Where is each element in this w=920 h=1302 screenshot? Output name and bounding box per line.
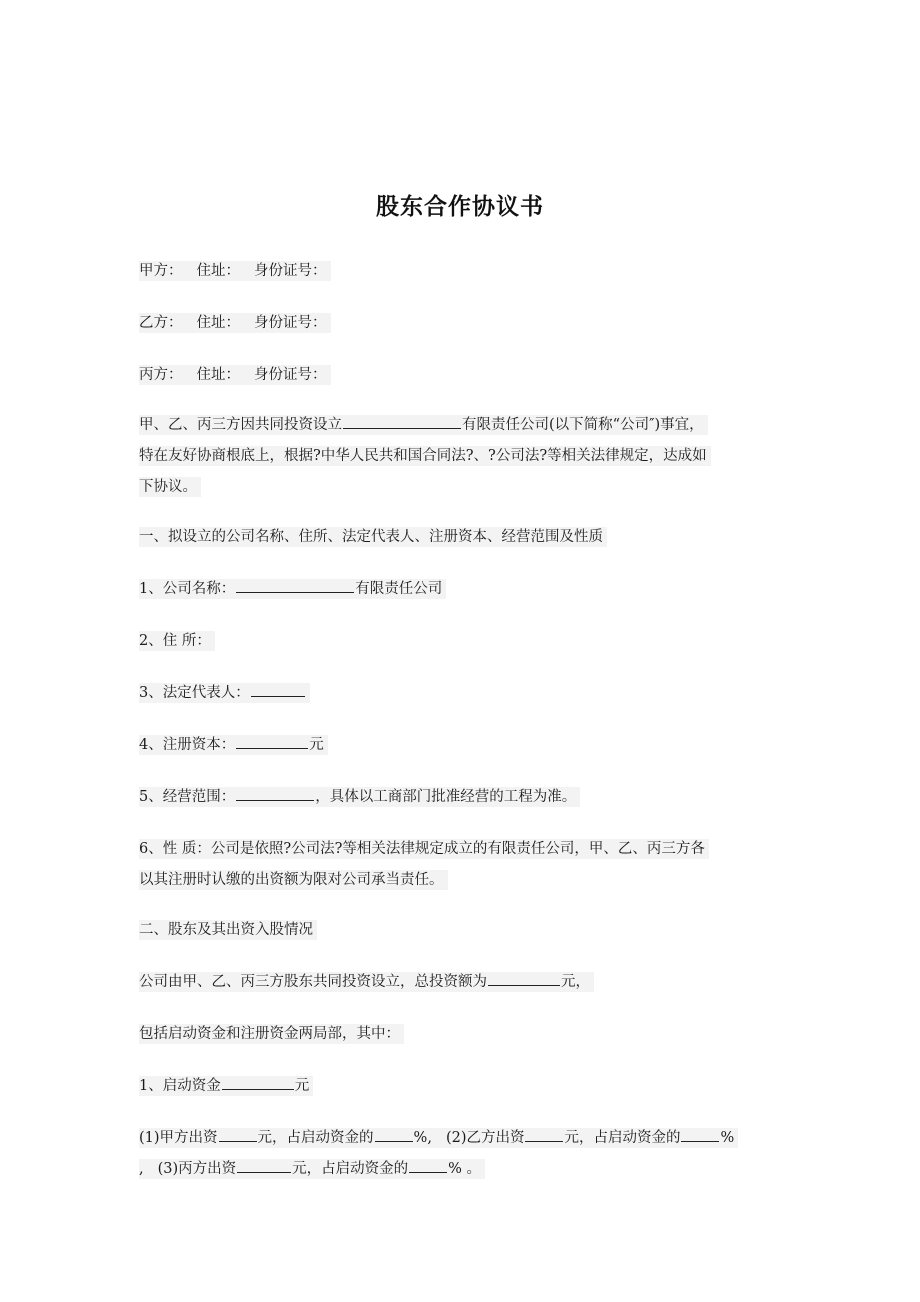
registered-capital-blank: [236, 734, 308, 749]
business-scope-blank: [236, 786, 314, 801]
business-scope-suffix: ，具体以工商部门批准经营的工程为准。: [315, 789, 577, 805]
business-scope-label: 5、经营范围：: [139, 789, 236, 805]
section-2-heading-text: 二、股东及其出资入股情况: [139, 920, 317, 940]
party-b-id-label: 身份证号：: [254, 315, 327, 331]
company-name-blank: [343, 414, 461, 429]
contribution-line-1: [139, 1123, 738, 1154]
party-c-id-label: 身份证号：: [254, 367, 327, 383]
legal-rep-label: 3、法定代表人：: [139, 685, 250, 701]
party-b-percent-blank: [681, 1127, 719, 1142]
party-c-text: [139, 365, 331, 385]
party-a-address-label: 住址：: [196, 263, 240, 279]
intro-part-1: 甲、乙、丙三方因共同投资设立: [139, 417, 342, 433]
nature-line-2: [139, 865, 448, 896]
composition-line: [139, 1019, 404, 1050]
party-a-percent-blank: [375, 1127, 413, 1142]
party-c-address-label: 住址：: [196, 367, 240, 383]
composition-text: 包括启动资金和注册资金两局部，其中：: [139, 1024, 404, 1044]
company-name-label: 1、公司名称：: [139, 581, 236, 597]
registered-capital-label: 4、注册资本：: [139, 737, 236, 753]
intro-line-2-text: 特在友好协商根底上，根据?中华人民共和国合同法?、?公司法?等相关法律规定，达成如: [139, 446, 711, 466]
party-a-share-label: 元，占启动资金的: [257, 1130, 374, 1146]
total-investment-prefix: 公司由甲、乙、丙三方股东共同投资设立，总投资额为: [139, 974, 487, 990]
party-b-label: 乙方：: [139, 315, 183, 331]
party-b-percent-sign: %: [720, 1130, 735, 1146]
party-c-line: [139, 360, 331, 391]
party-b-share-label: 元，占启动资金的: [564, 1130, 681, 1146]
address-line: [139, 626, 215, 657]
party-a-text: [139, 261, 331, 281]
party-a-id-label: 身份证号：: [254, 263, 327, 279]
contribution-line-2: [139, 1154, 485, 1185]
section-1-heading-text: 一、拟设立的公司名称、住所、法定代表人、注册资本、经营范围及性质: [139, 527, 607, 547]
party-c-percent-sign: % 。: [448, 1161, 482, 1177]
legal-rep-line: [139, 678, 310, 709]
party-c-label: 丙方：: [139, 367, 183, 383]
company-name-suffix: 有限责任公司: [355, 581, 443, 597]
startup-capital-unit: 元: [294, 1078, 310, 1094]
intro-part-2: 有限责任公司(以下简称“公司″)事宜，: [462, 417, 704, 433]
section-2-heading: [139, 915, 317, 946]
nature-line-2-text: 以其注册时认缴的出资额为限对公司承当责任。: [139, 870, 448, 890]
party-c-share-label: 元，占启动资金的: [292, 1161, 409, 1177]
nature-line-1-text: 6、性 质：公司是依照?公司法?等相关法律规定成立的有限责任公司，甲、乙、丙三方各: [139, 839, 709, 859]
party-a-line: [139, 256, 331, 287]
party-b-text: [139, 313, 331, 333]
contribution-line-2-lead: ,: [139, 1161, 144, 1177]
startup-capital-line: [139, 1071, 313, 1102]
section-1-heading: [139, 522, 607, 553]
startup-capital-blank: [222, 1075, 294, 1090]
party-c-contribution-label: (3)丙方出资: [157, 1161, 237, 1177]
party-a-percent-sign: %,: [413, 1130, 432, 1146]
intro-line-3: [139, 472, 201, 503]
intro-line-1: [139, 410, 708, 441]
company-name-field-blank: [236, 578, 354, 593]
party-c-percent-blank: [409, 1158, 447, 1173]
party-a-amount-blank: [219, 1127, 257, 1142]
business-scope-line: [139, 782, 580, 813]
startup-capital-label: 1、启动资金: [139, 1078, 221, 1094]
address-label: 2、住 所：: [139, 631, 215, 651]
party-b-contribution-label: (2)乙方出资: [445, 1130, 525, 1146]
party-a-contribution-label: (1)甲方出资: [139, 1130, 218, 1146]
total-investment-suffix: 元，: [561, 974, 590, 990]
party-b-line: [139, 308, 331, 339]
intro-line-2: [139, 441, 711, 472]
page-title: 股东合作协议书: [376, 194, 544, 220]
party-c-amount-blank: [237, 1158, 291, 1173]
intro-line-3-text: 下协议。: [139, 477, 201, 497]
registered-capital-line: [139, 730, 328, 761]
party-a-label: 甲方：: [139, 263, 183, 279]
party-b-address-label: 住址：: [196, 315, 240, 331]
party-b-amount-blank: [525, 1127, 563, 1142]
nature-line-1: [139, 834, 709, 865]
company-name-line: [139, 574, 446, 605]
registered-capital-unit: 元: [309, 737, 324, 753]
legal-rep-blank: [251, 682, 305, 697]
total-investment-line: [139, 967, 594, 998]
total-investment-blank: [488, 971, 560, 986]
